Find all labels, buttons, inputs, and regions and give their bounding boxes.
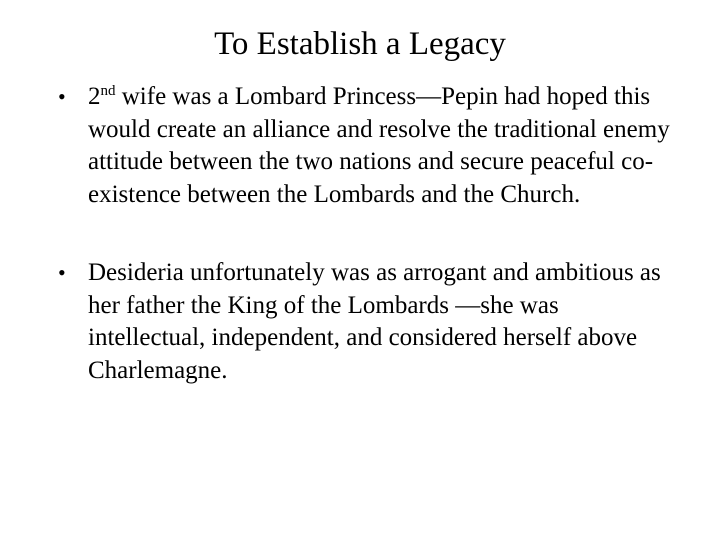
bullet-item-1 bbox=[58, 81, 678, 211]
bullet-list bbox=[58, 81, 678, 387]
bullet-text: wife was a Lombard Princess—Pepin had hoped this would create an alliance and resolve the traditional enemy attitude between the two nations and secure peaceful co-existence between the Lombards and the Church. bbox=[88, 83, 670, 208]
bullet-ordinal-suffix: nd bbox=[100, 83, 116, 99]
bullet-ordinal-number: 2 bbox=[88, 83, 101, 110]
bullet-marker-icon: • bbox=[58, 84, 66, 109]
bullet-item-2 bbox=[58, 257, 678, 387]
slide-title: To Establish a Legacy bbox=[214, 26, 506, 62]
bullet-marker-icon: • bbox=[58, 260, 66, 285]
bullet-text: Desideria unfortunately was as arrogant and ambitious as her father the King of the Lombards —she was intellectual, independent, and considered herself above Charlemagne. bbox=[88, 259, 661, 384]
